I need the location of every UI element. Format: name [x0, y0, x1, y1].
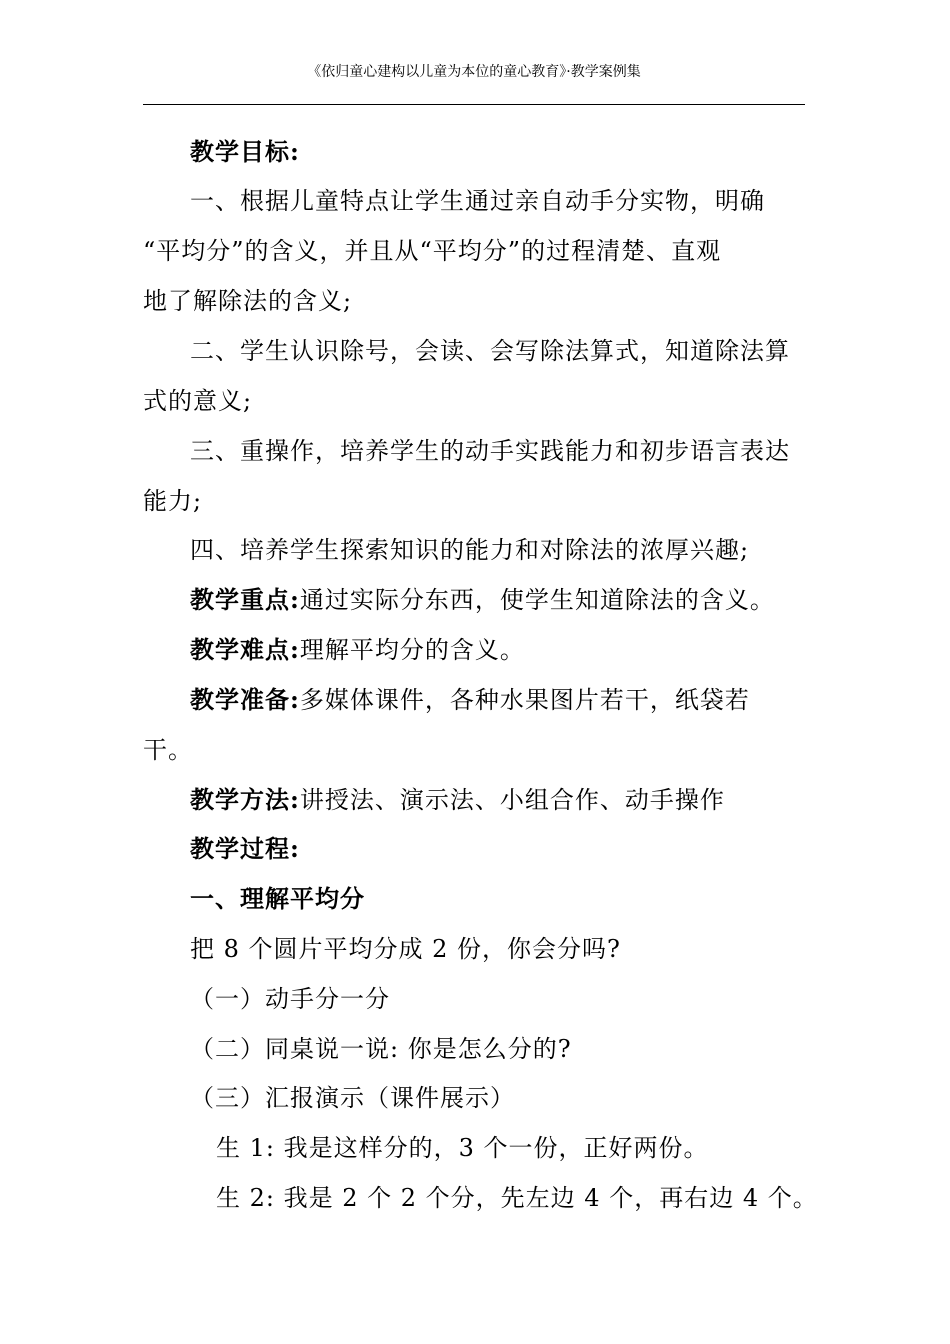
- objective-3-line-1: 三、重操作，培养学生的动手实践能力和初步语言表达: [190, 437, 790, 465]
- step-1: （一）动手分一分: [190, 985, 390, 1013]
- teaching-methods: 教学方法:讲授法、演示法、小组合作、动手操作: [190, 785, 725, 814]
- objective-3-line-2: 能力;: [143, 487, 203, 515]
- heading-objectives: 教学目标:: [190, 137, 300, 166]
- objective-2-line-2: 式的意义;: [143, 387, 253, 415]
- header-rule: [143, 104, 805, 105]
- objective-1-line-1: 一、根据儿童特点让学生通过亲自动手分实物，明确: [190, 187, 765, 215]
- objective-2-line-1: 二、学生认识除号，会读、会写除法算式，知道除法算: [190, 337, 790, 365]
- objective-1-line-3: 地了解除法的含义;: [143, 287, 353, 315]
- key-point: 教学重点:通过实际分东西，使学生知道除法的含义。: [190, 585, 775, 614]
- preparation-line-2: 干。: [143, 736, 193, 764]
- section-heading-1: 一、理解平均分: [190, 884, 365, 913]
- question-line: 把 8 个圆片平均分成 2 份，你会分吗?: [190, 935, 621, 963]
- student-1-answer: 生 1: 我是这样分的，3 个一份，正好两份。: [216, 1134, 709, 1162]
- student-2-answer: 生 2: 我是 2 个 2 个分，先左边 4 个，再右边 4 个。: [216, 1184, 818, 1212]
- difficult-point: 教学难点:理解平均分的含义。: [190, 635, 525, 664]
- step-2: （二）同桌说一说: 你是怎么分的?: [190, 1035, 572, 1063]
- page-header: 《依归童心建构以儿童为本位的童心教育》·教学案例集: [307, 64, 641, 80]
- heading-process: 教学过程:: [190, 834, 300, 863]
- step-3: （三）汇报演示（课件展示）: [190, 1084, 515, 1112]
- objective-1-line-2: “平均分”的含义，并且从“平均分”的过程清楚、直观: [143, 237, 722, 265]
- objective-4: 四、培养学生探索知识的能力和对除法的浓厚兴趣;: [190, 536, 750, 564]
- preparation-line-1: 教学准备:多媒体课件，各种水果图片若干，纸袋若: [190, 685, 750, 714]
